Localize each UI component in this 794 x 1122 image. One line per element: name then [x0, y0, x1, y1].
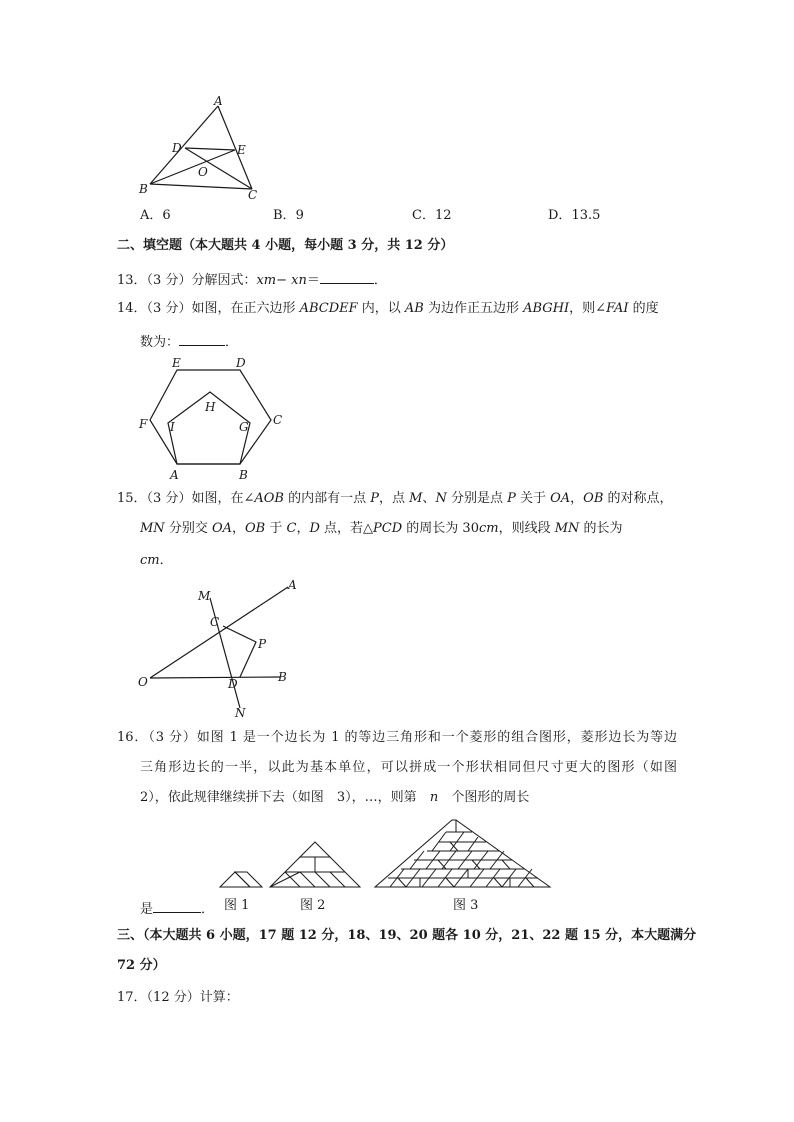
label-D: D [228, 677, 238, 691]
section3-heading-line2: 72 分） [117, 958, 166, 973]
label-H: H [205, 400, 216, 414]
label-O: O [138, 675, 148, 689]
answer-blank [179, 332, 225, 346]
question-15-line3: cm． [140, 553, 173, 568]
question-14-line2: 数为： ． [140, 332, 238, 352]
section3-heading-line1: 三、（本大题共 6 小题，17 题 12 分，18、19、20 题各 10 分，21、22 题 15 分，本大题满分 [117, 928, 697, 943]
answer-blank [153, 899, 201, 913]
label-D: D [236, 356, 246, 370]
q12-option-c: C．12 [412, 208, 452, 223]
q12-option-a: A．6 [140, 208, 171, 223]
question-16-line1: 16．（3 分）如图 1 是一个边长为 1 的等边三角形和一个菱形的组合图形，菱形边长为等边 [117, 730, 677, 745]
label-B: B [139, 182, 148, 196]
caption-figure-3: 图 3 [453, 898, 479, 913]
figure-q15-angle [130, 570, 310, 720]
figure-q14-hexagon-pentagon [130, 350, 300, 485]
label-C: C [248, 188, 258, 202]
question-15-line2: MN 分别交 OA，OB 于 C，D 点，若△PCD 的周长为 30cm，则线段 MN 的长为 [140, 521, 623, 536]
label-C: C [210, 615, 220, 629]
answer-blank [320, 270, 374, 284]
label-O: O [198, 165, 208, 179]
caption-figure-1: 图 1 [224, 898, 250, 913]
question-16-line4: 是 ． [140, 899, 214, 919]
question-14-line1: 14．（3 分）如图，在正六边形 ABCDEF 内，以 AB 为边作正五边形 ABGHI，则∠FAI 的度 [117, 301, 659, 316]
label-I: I [170, 420, 175, 434]
label-E: E [172, 356, 181, 370]
q12-option-b: B．9 [273, 208, 304, 223]
caption-figure-2: 图 2 [300, 898, 326, 913]
question-17: 17．（12 分）计算： [117, 990, 239, 1005]
label-M: M [198, 589, 211, 603]
label-P: P [258, 637, 267, 651]
label-A: A [214, 94, 223, 108]
label-B: B [278, 670, 287, 684]
section2-heading: 二、填空题（本大题共 4 小题，每小题 3 分，共 12 分） [117, 238, 454, 253]
figure-q16-tilings [210, 812, 560, 894]
question-16-line3: 2），依此规律继续拼下去（如图 3），…，则第 n 个图形的周长 [140, 790, 530, 805]
label-A: A [170, 468, 179, 482]
label-E: E [237, 143, 246, 157]
label-B: B [239, 468, 248, 482]
label-F: F [139, 417, 148, 431]
q12-option-d: D．13.5 [548, 208, 601, 223]
label-D: D [172, 141, 182, 155]
label-A: A [288, 578, 297, 592]
label-G: G [239, 420, 249, 434]
question-15-line1: 15．（3 分）如图，在∠AOB 的内部有一点 P，点 M、N 分别是点 P 关于 OA，OB 的对称点， [117, 491, 673, 506]
question-13: 13．（3 分）分解因式：xm− xn＝ ． [117, 270, 387, 290]
label-N: N [235, 706, 246, 720]
label-C: C [273, 413, 283, 427]
figure-q12-triangle [130, 92, 270, 202]
question-16-line2: 三角形边长的一半，以此为基本单位，可以拼成一个形状相同但尺寸更大的图形（如图 [140, 760, 677, 775]
